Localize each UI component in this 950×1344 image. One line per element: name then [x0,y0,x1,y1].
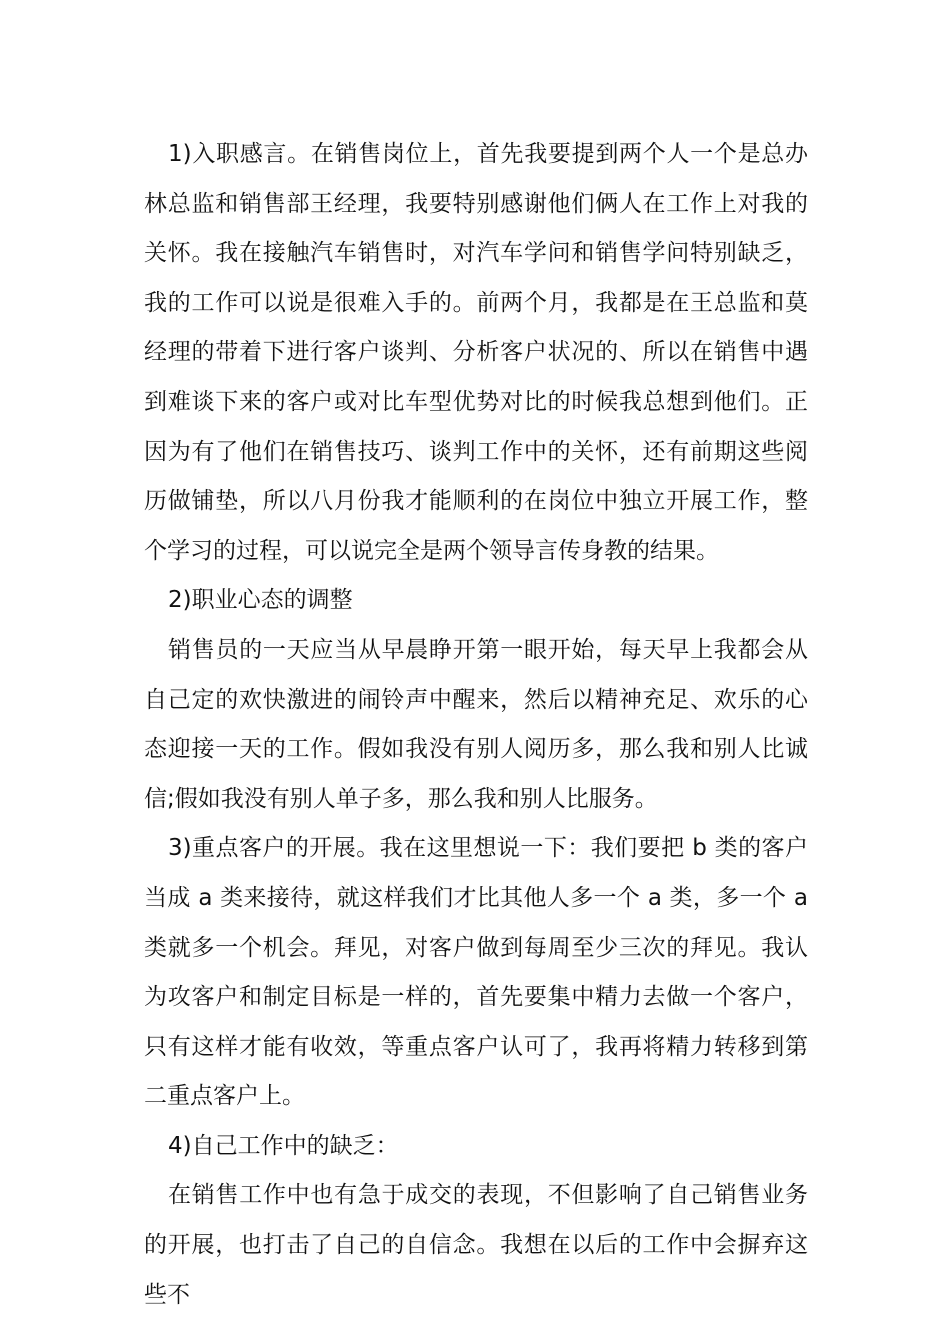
paragraph-onboarding: 1)入职感言。在销售岗位上，首先我要提到两个人一个是总办林总监和销售部王经理，我要特别感谢他们俩人在工作上对我的关怀。我在接触汽车销售时，对汽车学问和销售学问特别缺乏，我的工作可以说是很难入手的。前两个月，我都是在王总监和莫经理的带着下进行客户谈判、分析客户状况的、所以在销售中遇到难谈下来的客户或对比车型优势对比的时候我总想到他们。正因为有了他们在销售技巧、谈判工作中的关怀，还有前期这些阅历做铺垫，所以八月份我才能顺利的在岗位中独立开展工作，整个学习的过程，可以说完全是两个领导言传身教的结果。 [144,141,808,564]
paragraph-shortcomings: 在销售工作中也有急于成交的表现，不但影响了自己销售业务的开展，也打击了自己的自信念。我想在以后的工作中会摒弃这些不 [144,1182,808,1308]
heading-career-mindset: 2)职业心态的调整 [168,587,353,614]
paragraph-key-clients: 3)重点客户的开展。我在这里想说一下：我们要把 b 类的客户当成 a 类来接待，就这样我们才比其他人多一个 a 类，多一个 a 类就多一个机会。拜见，对客户做到每周至少三次的拜见。我认为攻客户和制定目标是一样的，首先要集中精力去做一个客户，只有这样才能有收效，等重点客户认可了，我再将精力转移到第二重点客户上。 [144,835,808,1110]
document-body [144,130,808,1320]
heading-shortcomings: 4)自己工作中的缺乏： [168,1132,399,1159]
paragraph-career-mindset: 销售员的一天应当从早晨睁开第一眼开始，每天早上我都会从自己定的欢快激进的闹铃声中醒来，然后以精神充足、欢乐的心态迎接一天的工作。假如我没有别人阅历多，那么我和别人比诚信;假如我没有别人单子多，那么我和别人比服务。 [144,636,808,812]
